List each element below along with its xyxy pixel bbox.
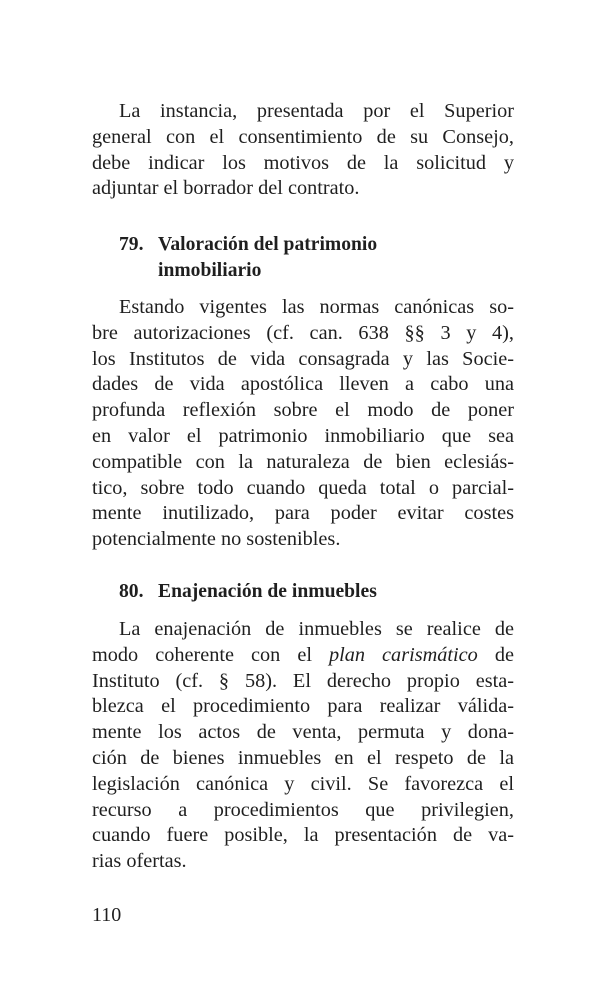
paragraph-line: rias ofertas. <box>92 850 187 873</box>
paragraph-line: ción de bienes inmuebles en el respeto de la <box>92 746 514 769</box>
paragraph-line: mente los actos de venta, permuta y dona- <box>92 721 514 744</box>
paragraph-line: potencialmente no sostenibles. <box>92 528 341 551</box>
section-number: 79. <box>119 234 144 255</box>
paragraph-line: blezca el procedimiento para realizar válida- <box>92 695 514 718</box>
paragraph-line <box>92 643 514 669</box>
section-79-paragraph <box>92 295 514 553</box>
paragraph-line: los Institutos de vida consagrada y las Socie- <box>92 347 514 370</box>
italic-term: plan carismático <box>328 643 478 666</box>
paragraph-line: bre autorizaciones (cf. can. 638 §§ 3 y 4), <box>92 321 514 344</box>
section-79-heading <box>119 232 514 284</box>
text-run: de <box>494 643 514 666</box>
paragraph-line: cuando fuere posible, la presentación de va- <box>92 824 514 847</box>
paragraph-line: Instituto (cf. § 58). El derecho propio esta- <box>92 669 514 692</box>
section-title-line: inmobiliario <box>158 260 262 281</box>
section-title-line: Valoración del patrimonio <box>158 234 378 255</box>
paragraph-line: Estando vigentes las normas canónicas so- <box>119 296 514 318</box>
page-number: 110 <box>92 904 122 926</box>
paragraph-line: general con el consentimiento de su Consejo, <box>92 125 514 148</box>
paragraph-line: adjuntar el borrador del contrato. <box>92 177 360 200</box>
paragraph-line: La enajenación de inmuebles se realice de <box>119 618 514 640</box>
section-80-paragraph <box>92 617 514 875</box>
section-80-heading <box>119 579 514 605</box>
text-run: modo coherente con el <box>92 643 312 666</box>
paragraph-line: tico, sobre todo cuando queda total o parcial- <box>92 476 514 499</box>
section-number: 80. <box>119 581 144 602</box>
paragraph-line: dades de vida apostólica lleven a cabo una <box>92 373 514 396</box>
paragraph-line: legislación canónica y civil. Se favorezca el <box>92 772 514 795</box>
paragraph-line: profunda reflexión sobre el modo de poner <box>92 399 514 422</box>
paragraph-line: compatible con la naturaleza de bien eclesiás- <box>92 450 514 473</box>
paragraph-line: La instancia, presentada por el Superior <box>119 100 514 122</box>
section-title-line: Enajenación de inmuebles <box>158 581 377 602</box>
paragraph-line: debe indicar los motivos de la solicitud y <box>92 151 514 174</box>
paragraph-line: mente inutilizado, para poder evitar costes <box>92 502 514 525</box>
intro-paragraph <box>92 99 514 202</box>
paragraph-line: en valor el patrimonio inmobiliario que sea <box>92 424 514 447</box>
paragraph-line: recurso a procedimientos que privilegien, <box>92 798 514 821</box>
